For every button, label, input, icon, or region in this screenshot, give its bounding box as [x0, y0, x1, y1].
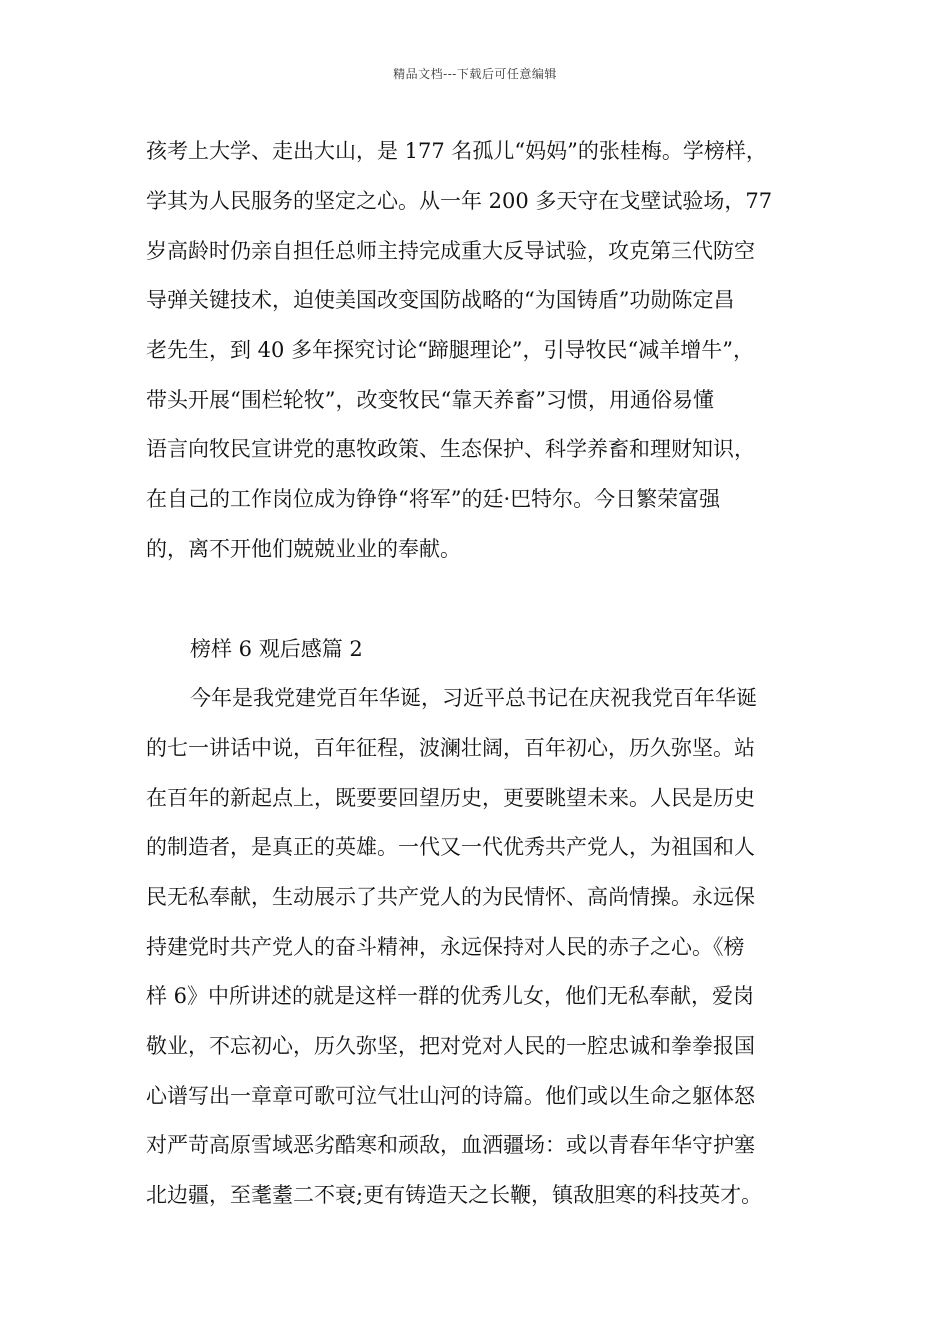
text-line: 的制造者，是真正的英雄。一代又一代优秀共产党人，为祖国和人 — [146, 835, 755, 859]
text-line: 语言向牧民宣讲党的惠牧政策、生态保护、科学养畜和理财知识， — [146, 437, 755, 461]
text-line: 对严苛高原雪域恶劣酷寒和顽敌，血洒疆场：或以青春年华守护塞 — [146, 1133, 755, 1157]
text-line: 北边疆，至耄耋二不衰;更有铸造天之长鞭，镇敌胆寒的科技英才。 — [146, 1183, 763, 1207]
page-header: 精品文档---下载后可任意编辑 — [393, 67, 557, 81]
text-line: 在百年的新起点上，既要要回望历史，更要眺望未来。人民是历史 — [146, 786, 755, 810]
text-line: 心谱写出一章章可歌可泣气壮山河的诗篇。他们或以生命之躯体怒 — [146, 1084, 755, 1108]
text-line: 带头开展“围栏轮牧”，改变牧民“靠天养畜”习惯，用通俗易懂 — [146, 388, 714, 412]
section-heading: 榜样 6 观后感篇 2 — [190, 637, 363, 661]
text-line: 孩考上大学、走出大山，是 177 名孤儿“妈妈”的张桂梅。学榜样， — [146, 139, 767, 163]
text-line: 敬业，不忘初心，历久弥坚，把对党对人民的一腔忠诚和拳拳报国 — [146, 1034, 755, 1058]
text-line: 的七一讲话中说，百年征程，波澜壮阔，百年初心，历久弥坚。站 — [146, 736, 755, 760]
text-line: 导弹关键技术，迫使美国改变国防战略的“为国铸盾”功勋陈定昌 — [146, 288, 735, 312]
text-line: 岁高龄时仍亲自担任总师主持完成重大反导试验，攻克第三代防空 — [146, 239, 755, 263]
text-line: 样 6》中所讲述的就是这样一群的优秀儿女，他们无私奉献，爱岗 — [146, 984, 755, 1008]
text-line: 老先生，到 40 多年探究讨论“蹄腿理论”，引导牧民“减羊增牛”， — [146, 338, 755, 362]
text-line: 的，离不开他们兢兢业业的奉献。 — [146, 537, 461, 561]
text-line: 民无私奉献，生动展示了共产党人的为民情怀、高尚情操。永远保 — [146, 885, 755, 909]
text-line: 今年是我党建党百年华诞，习近平总书记在庆祝我党百年华诞 — [190, 686, 757, 710]
text-line: 在自己的工作岗位成为铮铮“将军”的廷·巴特尔。今日繁荣富强 — [146, 487, 721, 511]
text-line: 持建党时共产党人的奋斗精神，永远保持对人民的赤子之心。《榜 — [146, 935, 745, 959]
text-line: 学其为人民服务的坚定之心。从一年 200 多天守在戈壁试验场，77 — [146, 189, 773, 213]
